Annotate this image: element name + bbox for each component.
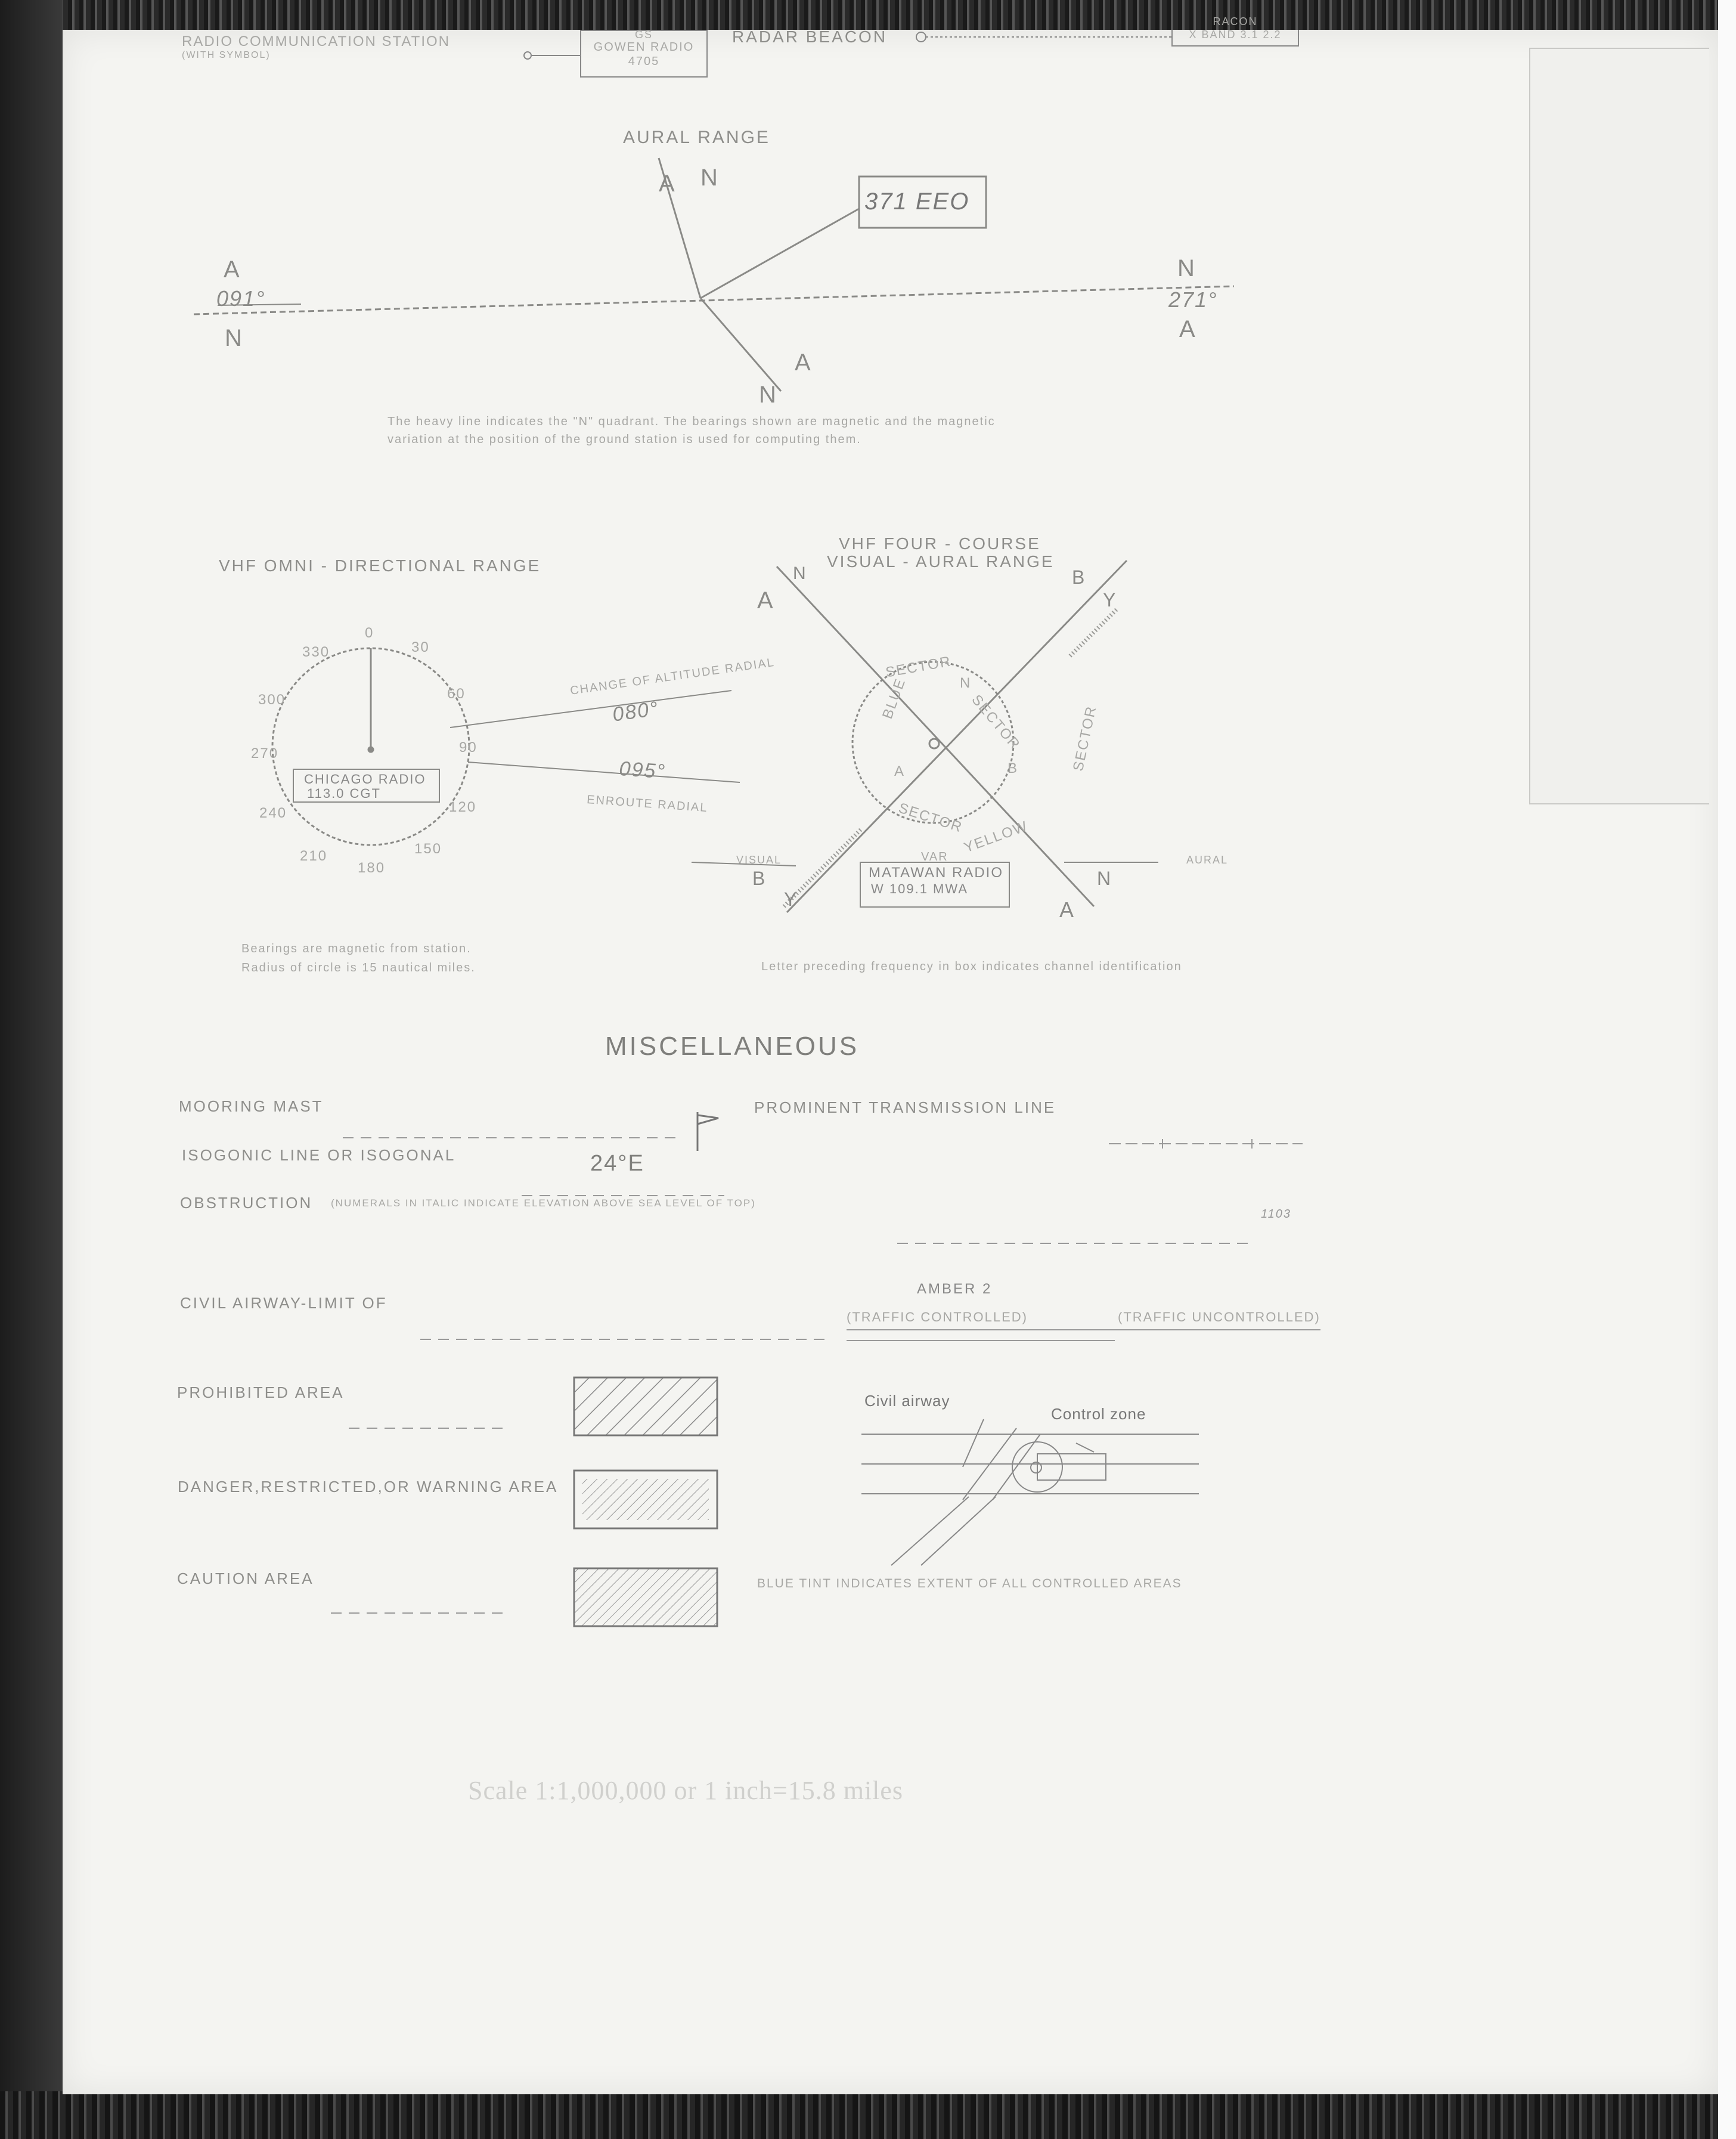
vor-radial1-bearing: 080°	[611, 697, 661, 726]
vor-note-line2: Radius of circle is 15 nautical miles.	[241, 961, 476, 974]
film-edge-left	[0, 0, 63, 2139]
film-edge-right	[1718, 0, 1736, 2139]
vor-title: VHF OMNI - DIRECTIONAL RANGE	[219, 556, 541, 575]
aural-left-n: N	[225, 325, 243, 351]
sector-label-yellow: YELLOW	[962, 818, 1031, 856]
sector-label-b: B	[1008, 760, 1019, 776]
prohibited-area-swatch	[574, 1377, 717, 1435]
vor-note-line1: Bearings are magnetic from station.	[241, 942, 472, 955]
racon-box-line2: X BAND 3.1 2.2	[1189, 29, 1282, 41]
isogonic-value: 24°E	[590, 1151, 644, 1176]
radar-beacon-label: RADAR BEACON	[732, 27, 888, 46]
four-course-tr-b: B	[1072, 567, 1086, 588]
transmission-line-label: PROMINENT TRANSMISSION LINE	[754, 1098, 1056, 1116]
four-course-br-a: A	[1059, 897, 1075, 922]
document-page	[63, 16, 1718, 2094]
aural-note-line2: variation at the position of the ground station is used for computing them.	[388, 433, 861, 446]
sector-label-n: N	[960, 675, 972, 691]
four-course-box-line1: MATAWAN RADIO	[869, 865, 1003, 881]
aural-range-diagram	[194, 158, 1234, 391]
vor-box-line2: 113.0 CGT	[307, 786, 381, 801]
aural-right-bearing: 271°	[1168, 287, 1218, 312]
aural-left-a: A	[224, 256, 241, 283]
radio-station-symbol	[524, 52, 581, 59]
gowen-box-line3: 4705	[628, 55, 660, 68]
airway-controlled: (TRAFFIC CONTROLLED)	[847, 1310, 1028, 1324]
gowen-box-line2: GOWEN RADIO	[593, 41, 695, 54]
vor-radial2-bearing: 095°	[618, 757, 667, 784]
vor-tick-150: 150	[414, 841, 442, 857]
four-course-tl-n: N	[793, 564, 807, 583]
aural-right-n: N	[1177, 255, 1196, 281]
four-course-tr-y: Y	[1103, 589, 1117, 611]
isogonic-label: ISOGONIC LINE OR ISOGONAL	[182, 1146, 456, 1164]
blue-tint-note: BLUE TINT INDICATES EXTENT OF ALL CONTROLLED AREAS	[757, 1577, 1182, 1590]
transmission-line-symbol	[1109, 1139, 1303, 1149]
four-course-br-n: N	[1097, 868, 1112, 889]
vor-tick-30: 30	[411, 639, 430, 655]
aural-note-line1: The heavy line indicates the "N" quadrant. The bearings shown are magnetic and the magnetic	[388, 415, 996, 428]
misc-title: MISCELLANEOUS	[605, 1032, 860, 1061]
racon-box-line1: RACON	[1213, 16, 1258, 27]
vor-tick-270: 270	[251, 745, 279, 762]
aural-bottom-a: A	[795, 349, 812, 376]
four-course-bl-y: Y	[784, 889, 798, 910]
vor-tick-180: 180	[358, 860, 386, 876]
vor-tick-90: 90	[459, 739, 478, 756]
sector-label-blue: BLUE	[879, 676, 909, 722]
radio-station-sublabel: (WITH SYMBOL)	[182, 50, 271, 60]
vor-tick-330: 330	[302, 644, 330, 660]
vor-radial2-label: ENROUTE RADIAL	[586, 793, 709, 815]
vor-tick-240: 240	[259, 805, 287, 821]
sector-label-bottom: SECTOR	[896, 800, 965, 836]
sector-label-top: SECTOR	[884, 653, 953, 681]
caution-area-swatch	[574, 1568, 717, 1626]
vor-tick-60: 60	[447, 686, 466, 702]
obstruction-label: OBSTRUCTION	[180, 1194, 313, 1212]
obstruction-note: (NUMERALS IN ITALIC INDICATE ELEVATION ABOVE SEA LEVEL OF TOP)	[331, 1197, 756, 1209]
four-course-box-line2: W 109.1 MWA	[871, 881, 968, 896]
prohibited-label: PROHIBITED AREA	[177, 1383, 345, 1401]
vor-tick-210: 210	[300, 848, 328, 864]
airway-uncontrolled: (TRAFFIC UNCONTROLLED)	[1118, 1310, 1320, 1324]
aural-bottom-n: N	[759, 382, 777, 408]
sector-label-a: A	[894, 763, 906, 779]
gowen-radio-box	[580, 30, 708, 78]
vor-tick-120: 120	[449, 799, 477, 815]
obstruction-value: 1103	[1261, 1208, 1292, 1221]
airway-name: AMBER 2	[917, 1281, 993, 1297]
aural-range-box-text: 371 EEO	[864, 188, 970, 215]
sector-label-right-upper: SECTOR	[968, 692, 1024, 753]
four-course-tl-a: A	[757, 587, 774, 614]
airway-label: CIVIL AIRWAY-LIMIT OF	[180, 1294, 388, 1312]
four-course-box-line0: VAR	[921, 850, 948, 863]
caution-label: CAUTION AREA	[177, 1570, 314, 1587]
visual-label: VISUAL	[736, 854, 782, 866]
aural-top-a: A	[659, 171, 676, 197]
mooring-mast-symbol	[698, 1112, 718, 1151]
control-zone-label: Control zone	[1051, 1405, 1146, 1423]
aural-top-n: N	[700, 165, 719, 191]
airway-limit-lines	[847, 1330, 1320, 1341]
scale-note: Scale 1:1,000,000 or 1 inch=15.8 miles	[468, 1776, 904, 1805]
gowen-box-line1: GS	[634, 29, 653, 41]
radar-beacon-symbol	[916, 32, 1171, 42]
vor-tick-300: 300	[258, 692, 286, 708]
sector-label-right-lower: SECTOR	[1070, 704, 1100, 773]
aural-right-a: A	[1179, 316, 1196, 342]
four-course-title-line2: VISUAL - AURAL RANGE	[827, 552, 1055, 571]
danger-area-swatch	[574, 1471, 717, 1528]
aural-left-bearing: 091°	[216, 286, 266, 311]
film-edge-bottom	[0, 2091, 1736, 2139]
vor-tick-0: 0	[365, 625, 374, 641]
aural-range-title: AURAL RANGE	[623, 128, 770, 147]
aural-label: AURAL	[1186, 854, 1229, 866]
four-course-bl-b: B	[752, 868, 767, 889]
mooring-mast-label: MOORING MAST	[179, 1097, 324, 1115]
four-course-title-line1: VHF FOUR - COURSE	[839, 534, 1041, 553]
danger-label: DANGER,RESTRICTED,OR WARNING AREA	[178, 1478, 559, 1496]
four-course-note: Letter preceding frequency in box indicates channel identification	[761, 960, 1182, 973]
control-zone-diagram	[861, 1419, 1199, 1565]
racon-box	[1171, 16, 1299, 47]
radio-station-label: RADIO COMMUNICATION STATION	[182, 33, 450, 49]
vor-radial1-label: CHANGE OF ALTITUDE RADIAL	[569, 655, 776, 698]
civil-airway-label: Civil airway	[864, 1392, 950, 1410]
vor-box-line1: CHICAGO RADIO	[304, 772, 426, 787]
